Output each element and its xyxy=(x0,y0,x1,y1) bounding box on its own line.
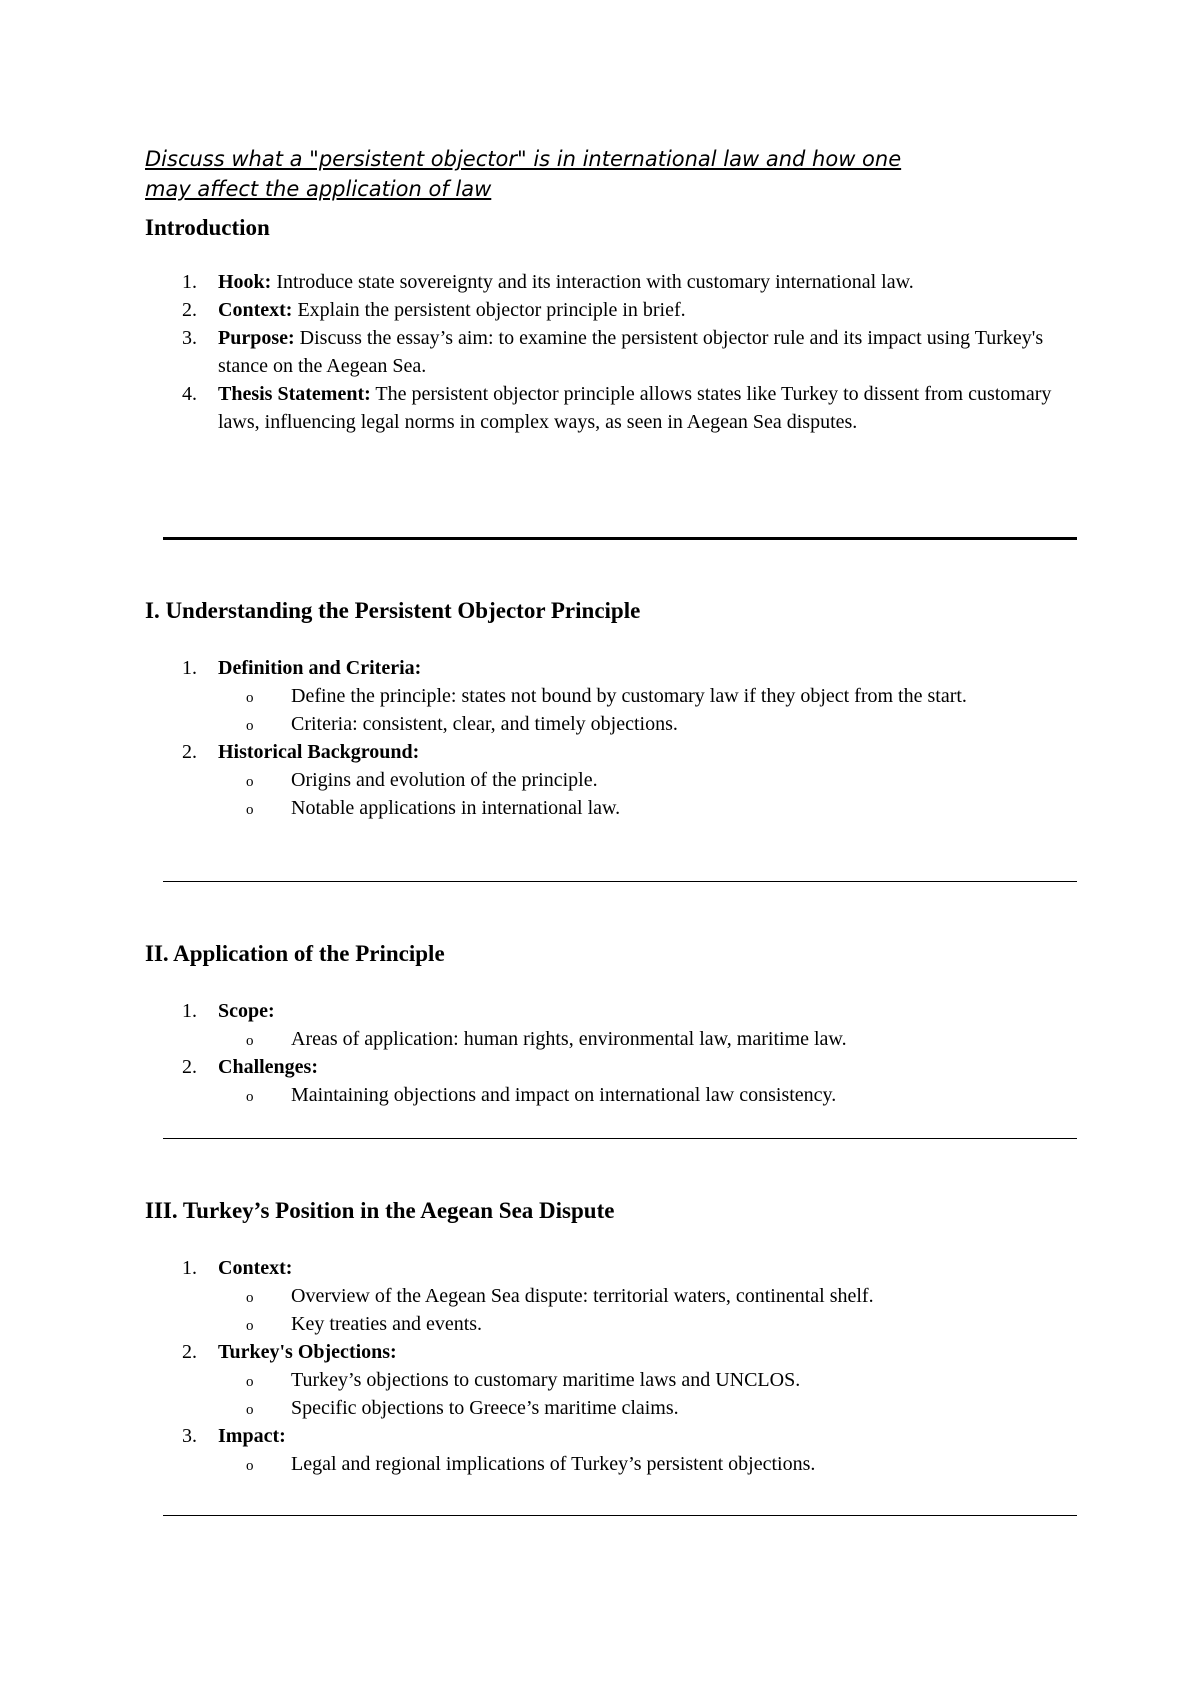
bullet-icon: o xyxy=(246,1290,254,1306)
section-divider xyxy=(163,881,1077,882)
item-label: Impact: xyxy=(218,1425,286,1447)
sub-item xyxy=(218,1282,1075,1310)
bullet-icon: o xyxy=(246,1458,254,1474)
item-label: Definition and Criteria: xyxy=(218,657,422,679)
sub-item-text: Specific objections to Greece’s maritime claims. xyxy=(291,1397,679,1419)
sub-item xyxy=(218,1081,1075,1109)
essay-title-line-2: may affect the application of law xyxy=(145,177,492,201)
sub-list xyxy=(218,1282,1075,1338)
section-divider xyxy=(163,1515,1077,1516)
sub-item xyxy=(218,766,1075,794)
item-text: Discuss the essay’s aim: to examine the persistent objector rule and its impact using Turkey's stance on the Aegean Sea. xyxy=(218,327,1044,377)
item-label: Turkey's Objections: xyxy=(218,1341,397,1363)
item-label: Scope: xyxy=(218,1000,275,1022)
sub-list xyxy=(218,766,1075,822)
sub-list xyxy=(218,1025,1075,1053)
sub-item-text: Maintaining objections and impact on international law consistency. xyxy=(291,1084,837,1106)
bullet-icon: o xyxy=(246,1089,254,1105)
list-item xyxy=(145,1338,1075,1422)
bullet-icon: o xyxy=(246,1402,254,1418)
bullet-icon: o xyxy=(246,718,254,734)
item-label: Context: xyxy=(218,299,293,321)
item-number: 1. xyxy=(182,1257,197,1279)
sub-item xyxy=(218,710,1075,738)
item-number: 1. xyxy=(182,271,197,293)
list-item xyxy=(145,738,1075,822)
bullet-icon: o xyxy=(246,1318,254,1334)
sub-item xyxy=(218,682,1075,710)
section-2-heading: II. Application of the Principle xyxy=(145,941,445,966)
section-3-list xyxy=(145,1254,1075,1478)
bullet-icon: o xyxy=(246,802,254,818)
bullet-icon: o xyxy=(246,1374,254,1390)
sub-item-text: Define the principle: states not bound by customary law if they object from the start. xyxy=(291,685,967,707)
list-item xyxy=(145,380,1075,436)
essay-title xyxy=(145,144,1045,204)
sub-item-text: Legal and regional implications of Turkey’s persistent objections. xyxy=(291,1453,816,1475)
item-number: 4. xyxy=(182,383,197,405)
sub-list xyxy=(218,1081,1075,1109)
item-text: Explain the persistent objector principle in brief. xyxy=(292,299,686,321)
item-number: 2. xyxy=(182,1341,197,1363)
item-number: 1. xyxy=(182,657,197,679)
bullet-icon: o xyxy=(246,1033,254,1049)
essay-title-line-1: Discuss what a "persistent objector" is in international law and how one xyxy=(145,147,902,171)
item-number: 2. xyxy=(182,299,197,321)
section-divider xyxy=(163,537,1077,540)
sub-item-text: Turkey’s objections to customary maritime laws and UNCLOS. xyxy=(291,1369,801,1391)
list-item xyxy=(145,1254,1075,1338)
sub-item xyxy=(218,1450,1075,1478)
sub-item-text: Key treaties and events. xyxy=(291,1313,483,1335)
list-item xyxy=(145,1422,1075,1478)
sub-item-text: Notable applications in international law. xyxy=(291,797,621,819)
item-number: 2. xyxy=(182,741,197,763)
list-item xyxy=(145,1053,1075,1109)
section-3-heading: III. Turkey’s Position in the Aegean Sea Dispute xyxy=(145,1198,615,1223)
sub-item xyxy=(218,794,1075,822)
section-2-list xyxy=(145,997,1075,1109)
section-1-heading: I. Understanding the Persistent Objector Principle xyxy=(145,598,641,623)
list-item xyxy=(145,268,1075,296)
list-item xyxy=(145,654,1075,738)
bullet-icon: o xyxy=(246,774,254,790)
sub-item-text: Criteria: consistent, clear, and timely objections. xyxy=(291,713,678,735)
sub-list xyxy=(218,1366,1075,1422)
item-number: 3. xyxy=(182,1425,197,1447)
introduction-heading: Introduction xyxy=(145,215,270,240)
item-label: Context: xyxy=(218,1257,293,1279)
item-number: 3. xyxy=(182,327,197,349)
sub-item-text: Overview of the Aegean Sea dispute: territorial waters, continental shelf. xyxy=(291,1285,874,1307)
section-1-list xyxy=(145,654,1075,822)
item-number: 2. xyxy=(182,1056,197,1078)
item-label: Challenges: xyxy=(218,1056,318,1078)
item-text: Introduce state sovereignty and its interaction with customary international law. xyxy=(271,271,914,293)
list-item xyxy=(145,997,1075,1053)
item-label: Thesis Statement: xyxy=(218,383,371,405)
list-item xyxy=(145,324,1075,380)
sub-item xyxy=(218,1025,1075,1053)
sub-list xyxy=(218,1450,1075,1478)
bullet-icon: o xyxy=(246,690,254,706)
sub-item xyxy=(218,1310,1075,1338)
item-number: 1. xyxy=(182,1000,197,1022)
sub-item-text: Areas of application: human rights, environmental law, maritime law. xyxy=(291,1028,847,1050)
item-label: Purpose: xyxy=(218,327,295,349)
item-label: Historical Background: xyxy=(218,741,420,763)
list-item xyxy=(145,296,1075,324)
item-text: The persistent objector principle allows states like Turkey to dissent from customary laws, influencing legal norms in complex ways, as seen in Aegean Sea disputes. xyxy=(218,383,1052,433)
sub-list xyxy=(218,682,1075,738)
sub-item xyxy=(218,1394,1075,1422)
section-divider xyxy=(163,1138,1077,1139)
sub-item-text: Origins and evolution of the principle. xyxy=(291,769,598,791)
item-label: Hook: xyxy=(218,271,272,293)
introduction-list xyxy=(145,268,1075,436)
sub-item xyxy=(218,1366,1075,1394)
